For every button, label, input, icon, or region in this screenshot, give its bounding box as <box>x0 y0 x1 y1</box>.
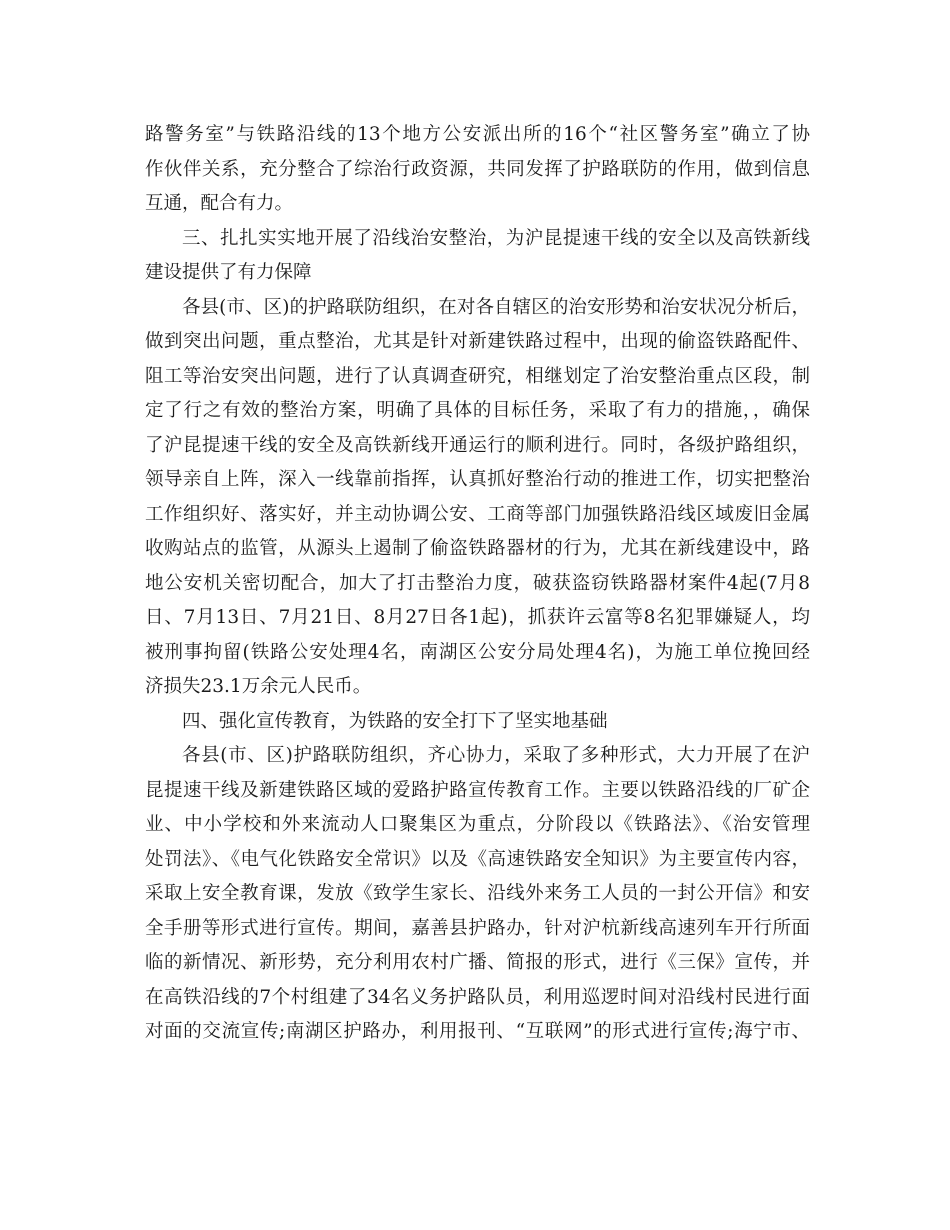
text-line: 四、强化宣传教育，为铁路的安全打下了坚实地基础 <box>182 710 608 732</box>
text-line: 全手册等形式进行宣传。期间，嘉善县护路办，针对沪杭新线高速列车开行所面 <box>145 917 810 939</box>
document-body <box>145 118 810 1050</box>
text-line: 定了行之有效的整治方案，明确了具体的目标任务，采取了有力的措施，，确保 <box>145 400 810 421</box>
text-line: 在高铁沿线的7个村组建了34名义务护路队员，利用巡逻时间对沿线村民进行面 <box>145 986 810 1008</box>
text-line: 工作组织好、落实好，并主动协调公安、工商等部门加强铁路沿线区域废旧金属 <box>145 503 810 525</box>
text-line: 济损失23.1万余元人民币。 <box>145 676 372 697</box>
text-line: 阻工等治安突出问题，进行了认真调查研究，相继划定了治安整治重点区段，制 <box>145 365 810 387</box>
text-line: 临的新情况、新形势，充分利用农村广播、简报的形式，进行《三保》宣传，并 <box>145 952 810 973</box>
text-line: 对面的交流宣传;南湖区护路办，利用报刊、“互联网”的形式进行宣传;海宁市、 <box>145 1021 810 1042</box>
text-line: 日、7月13日、7月21日、8月27日各1起)，抓获许云富等8名犯罪嫌疑人，均 <box>145 607 810 628</box>
text-line: 各县(市、区)的护路联防组织，在对各自辖区的治安形势和治安状况分析后， <box>182 296 810 318</box>
text-line: 建设提供了有力保障 <box>145 262 312 283</box>
text-line: 地公安机关密切配合，加大了打击整治力度，破获盗窃铁路器材案件4起(7月8 <box>145 572 810 594</box>
text-line: 领导亲自上阵，深入一线靠前指挥，认真抓好整治行动的推进工作，切实把整治 <box>145 469 810 490</box>
text-line: 采取上安全教育课，发放《致学生家长、沿线外来务工人员的一封公开信》和安 <box>145 883 810 904</box>
text-line: 互通，配合有力。 <box>145 193 294 214</box>
text-line: 处罚法》、《电气化铁路安全常识》以及《高速铁路安全知识》为主要宣传内容， <box>145 848 810 870</box>
text-line: 各县(市、区)护路联防组织，齐心协力，采取了多种形式，大力开展了在沪 <box>182 745 810 766</box>
text-line: 了沪昆提速干线的安全及高铁新线开通运行的顺利进行。同时，各级护路组织， <box>145 434 810 456</box>
text-line: 作伙伴关系，充分整合了综治行政资源，共同发挥了护路联防的作用，做到信息 <box>145 158 810 180</box>
text-line: 路警务室”与铁路沿线的13个地方公安派出所的16个“社区警务室”确立了协 <box>145 124 810 145</box>
text-line: 三、扎扎实实地开展了沿线治安整治，为沪昆提速干线的安全以及高铁新线 <box>182 227 810 249</box>
text-line: 收购站点的监管，从源头上遏制了偷盗铁路器材的行为，尤其在新线建设中，路 <box>145 538 810 559</box>
text-line: 被刑事拘留(铁路公安处理4名，南湖区公安分局处理4名)，为施工单位挽回经 <box>145 641 810 663</box>
text-line: 做到突出问题，重点整治，尤其是针对新建铁路过程中，出现的偷盗铁路配件、 <box>145 331 810 352</box>
text-line: 昆提速干线及新建铁路区域的爱路护路宣传教育工作。主要以铁路沿线的厂矿企 <box>145 779 810 801</box>
text-line: 业、中小学校和外来流动人口聚集区为重点，分阶段以《铁路法》、《治安管理 <box>145 814 810 835</box>
